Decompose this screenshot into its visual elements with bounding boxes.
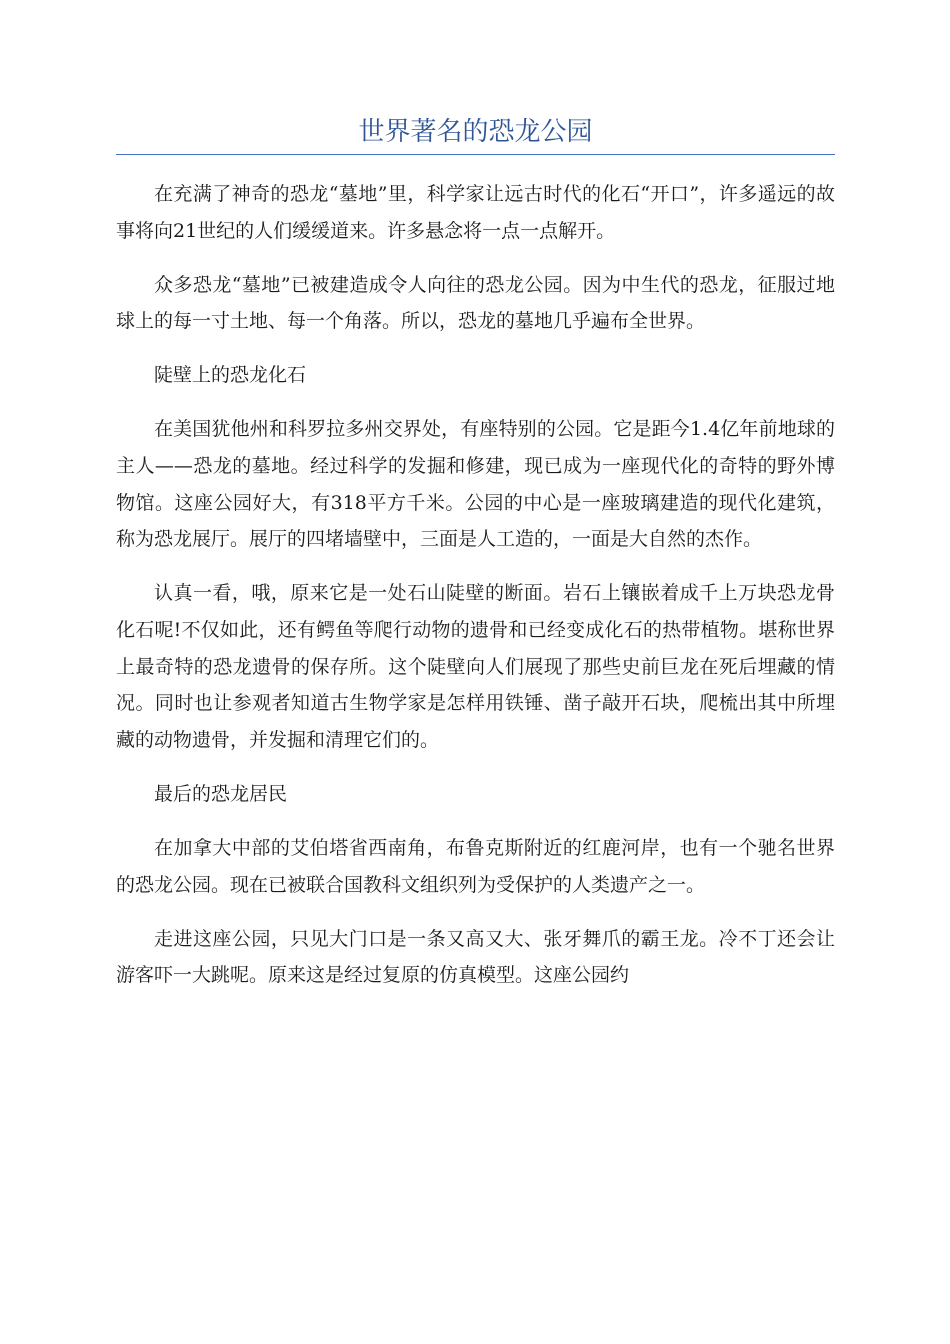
document-body (116, 176, 835, 1011)
paragraph-intro: 在充满了神奇的恐龙“墓地”里，科学家让远古时代的化石“开口”，许多遥远的故事将向21世纪的人们缓缓道来。许多悬念将一点一点解开。 (116, 183, 835, 242)
section-heading-cliff-fossils: 陡壁上的恐龙化石 (154, 364, 307, 387)
section-heading-last-residents: 最后的恐龙居民 (154, 782, 288, 805)
paragraph-entrance: 走进这座公园，只见大门口是一条又高又大、张牙舞爪的霸王龙。冷不丁还会让游客吓一大跳呢。原来这是经过复原的仿真模型。这座公园约 (116, 927, 835, 987)
paragraph-cliff-face: 认真一看，哦，原来它是一处石山陡壁的断面。岩石上镶嵌着成千上万块恐龙骨化石呢!不仅如此，还有鳄鱼等爬行动物的遗骨和已经变成化石的热带植物。堪称世界上最奇特的恐龙遗骨的保存所。这个陡壁向人们展现了那些史前巨龙在死后埋藏的情况。同时也让参观者知道古生物学家是怎样用铁锤、凿子敲开石块，爬梳出其中所埋藏的动物遗骨，并发掘和清理它们的。 (116, 582, 835, 751)
title-underline (116, 154, 835, 155)
paragraph-alberta-park: 在加拿大中部的艾伯塔省西南角，布鲁克斯附近的红鹿河岸，也有一个驰名世界的恐龙公园。现在已被联合国教科文组织列为受保护的人类遗产之一。 (116, 836, 835, 896)
paragraph-parks: 众多恐龙“墓地”已被建造成令人向往的恐龙公园。因为中生代的恐龙，征服过地球上的每一寸土地、每一个角落。所以，恐龙的墓地几乎遍布全世界。 (116, 273, 835, 333)
paragraph-utah-park: 在美国犹他州和科罗拉多州交界处，有座特别的公园。它是距今1.4亿年前地球的主人——恐龙的墓地。经过科学的发掘和修建，现已成为一座现代化的奇特的野外博物馆。这座公园好大，有318平方千米。公园的中心是一座玻璃建造的现代化建筑，称为恐龙展厅。展厅的四堵墙壁中，三面是人工造的，一面是大自然的杰作。 (116, 418, 835, 551)
page-title: 世界著名的恐龙公园 (358, 117, 593, 147)
